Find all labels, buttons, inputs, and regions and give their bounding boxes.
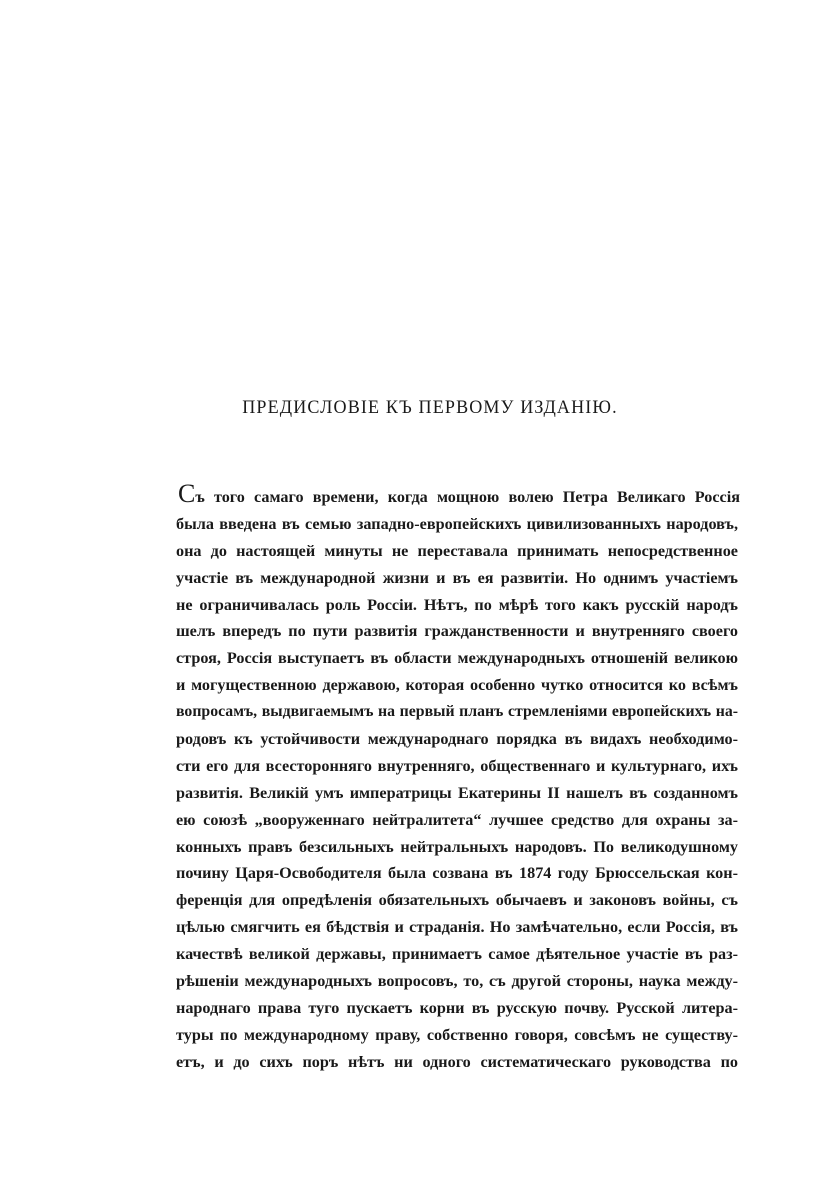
text-line: шелъ впередъ по пути развитія гражданственности и внутренняго своего [176, 622, 738, 641]
text-line: вопросамъ, выдвигаемымъ на первый планъ стремленіями европейскихъ на- [176, 703, 738, 721]
page-title: ПРЕДИСЛОВІЕ КЪ ПЕРВОМУ ИЗДАНІЮ. [242, 397, 618, 418]
body-paragraph [176, 484, 738, 1076]
text-line: родовъ къ устойчивости международнаго порядка въ видахъ необходимо- [176, 730, 738, 749]
text-line: народнаго права туго пускаетъ корни въ русскую почву. Русской литера- [176, 998, 738, 1017]
text-line: строя, Россія выступаетъ въ области международныхъ отношеній великою [176, 649, 738, 668]
initial-letter: С [178, 484, 196, 508]
text-line: цѣлью смягчить ея бѣдствія и страданія. Но замѣчательно, если Россія, въ [176, 918, 738, 937]
text-line: была введена въ семью западно-европейскихъ цивилизованныхъ народовъ, [176, 514, 738, 533]
text-line: сти его для всесторонняго внутренняго, общественнаго и культурнаго, ихъ [176, 756, 738, 775]
first-line-text: ъ того самаго времени, когда мощною волею Петра Великаго Россія [195, 488, 740, 506]
text-line: рѣшеніи международныхъ вопросовъ, то, съ другой стороны, наука между- [176, 972, 738, 991]
text-line: развитія. Великій умъ императрицы Екатерины II нашелъ въ созданномъ [176, 783, 738, 802]
text-line: она до настоящей минуты не переставала принимать непосредственное [176, 541, 738, 560]
text-line: и могущественною державою, которая особенно чутко относится ко всѣмъ [176, 676, 738, 695]
text-line: ференція для опредѣленія обязательныхъ обычаевъ и законовъ войны, съ [176, 891, 738, 910]
text-line: ею союзѣ „вооруженнаго нейтралитета“ лучшее средство для охраны за- [176, 810, 738, 829]
text-line: конныхъ правъ безсильныхъ нейтральныхъ народовъ. По великодушному [176, 837, 738, 856]
text-line: участіе въ международной жизни и въ ея развитіи. Но однимъ участіемъ [176, 568, 738, 587]
text-line: почину Царя-Освободителя была созвана въ 1874 году Брюссельская кон- [176, 864, 738, 883]
text-line-first [178, 484, 740, 511]
text-line: не ограничивалась роль Россіи. Нѣтъ, по мѣрѣ того какъ русскій народъ [176, 595, 738, 614]
text-line: качествѣ великой державы, принимаетъ самое дѣятельное участіе въ раз- [176, 945, 738, 964]
text-line: туры по международному праву, собственно говоря, совсѣмъ не существу- [176, 1025, 738, 1044]
text-line: етъ, и до сихъ поръ нѣтъ ни одного систематическаго руководства по [176, 1052, 738, 1071]
